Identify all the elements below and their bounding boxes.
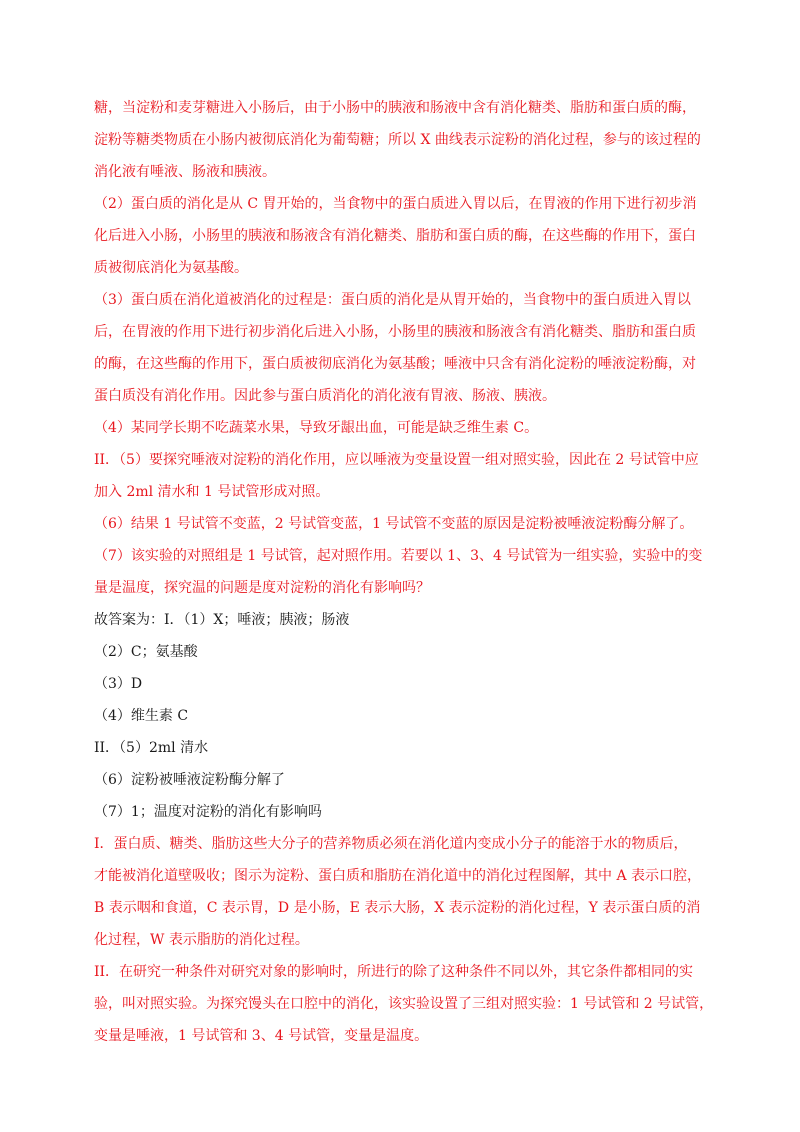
analysis-line: 验，叫对照实验。为探究馒头在口腔中的消化，该实验设置了三组对照实验：1 号试管和 2 号试管， (94, 996, 714, 1012)
text-line: 糖，当淀粉和麦芽糖进入小肠后，由于小肠中的胰液和肠液中含有消化糖类、脂肪和蛋白质的酶， (94, 100, 696, 116)
text-line: 消化液有唾液、肠液和胰液。 (94, 164, 276, 180)
analysis-line: 变量是唾液，1 号试管和 3、4 号试管，变量是温度。 (94, 1028, 429, 1044)
answer-line: （6）淀粉被唾液淀粉酶分解了 (94, 772, 285, 788)
answer-line: （2）C；氨基酸 (94, 644, 198, 660)
analysis-line: II．在研究一种条件对研究对象的影响时，所进行的除了这种条件不同以外，其它条件都相同的实 (94, 964, 694, 980)
answer-line: （4）维生素 C (94, 708, 189, 724)
answer-line: 故答案为：Ⅰ．（1）X；唾液；胰液；肠液 (94, 612, 350, 628)
text-line: 后，在胃液的作用下进行初步消化后进入小肠，小肠里的胰液和肠液含有消化糖类、脂肪和蛋白质 (94, 324, 696, 340)
text-line: 质被彻底消化为氨基酸。 (94, 260, 248, 276)
text-line: （4）某同学长期不吃蔬菜水果，导致牙龈出血，可能是缺乏维生素 C。 (94, 420, 539, 436)
answer-line: II．（5）2ml 清水 (94, 740, 209, 756)
text-line: II．（5）要探究唾液对淀粉的消化作用，应以唾液为变量设置一组对照实验，因此在 2 号试管中应 (94, 452, 699, 468)
text-line: （3）蛋白质在消化道被消化的过程是：蛋白质的消化是从胃开始的，当食物中的蛋白质进入胃以 (94, 292, 691, 308)
text-line: 淀粉等糖类物质在小肠内被彻底消化为葡萄糖；所以 X 曲线表示淀粉的消化过程，参与的该过程的 (94, 132, 701, 148)
answer-line: （3）D (94, 676, 143, 692)
answer-line: （7）1；温度对淀粉的消化有影响吗 (94, 804, 322, 820)
text-line: （7）该实验的对照组是 1 号试管，起对照作用。若要以 1、3、4 号试管为一组实验，实验中的变 (94, 548, 703, 564)
analysis-line: Ⅰ．蛋白质、糖类、脂肪这些大分子的营养物质必须在消化道内变成小分子的能溶于水的物质后， (94, 836, 688, 852)
text-line: （2）蛋白质的消化是从 C 胃开始的，当食物中的蛋白质进入胃以后，在胃液的作用下进行初步消 (94, 196, 697, 212)
text-line: 加入 2ml 清水和 1 号试管形成对照。 (94, 484, 330, 500)
text-line: （6）结果 1 号试管不变蓝，2 号试管变蓝，1 号试管不变蓝的原因是淀粉被唾液淀粉酶分解了。 (94, 516, 694, 532)
text-line: 的酶，在这些酶的作用下，蛋白质被彻底消化为氨基酸；唾液中只含有消化淀粉的唾液淀粉酶，对 (94, 356, 696, 372)
text-line: 量是温度，探究温的问题是度对淀粉的消化有影响吗？ (94, 580, 430, 596)
analysis-line: 才能被消化道壁吸收；图示为淀粉、蛋白质和脂肪在消化道中的消化过程图解，其中 A 表示口腔， (94, 868, 702, 884)
text-line: 化后进入小肠，小肠里的胰液和肠液含有消化糖类、脂肪和蛋白质的酶，在这些酶的作用下，蛋白 (94, 228, 696, 244)
text-line: 蛋白质没有消化作用。因此参与蛋白质消化的消化液有胃液、肠液、胰液。 (94, 388, 556, 404)
analysis-line: B 表示咽和食道，C 表示胃，D 是小肠，E 表示大肠，X 表示淀粉的消化过程，Y 表示蛋白质的消 (94, 900, 701, 916)
analysis-line: 化过程，W 表示脂肪的消化过程。 (94, 932, 309, 948)
